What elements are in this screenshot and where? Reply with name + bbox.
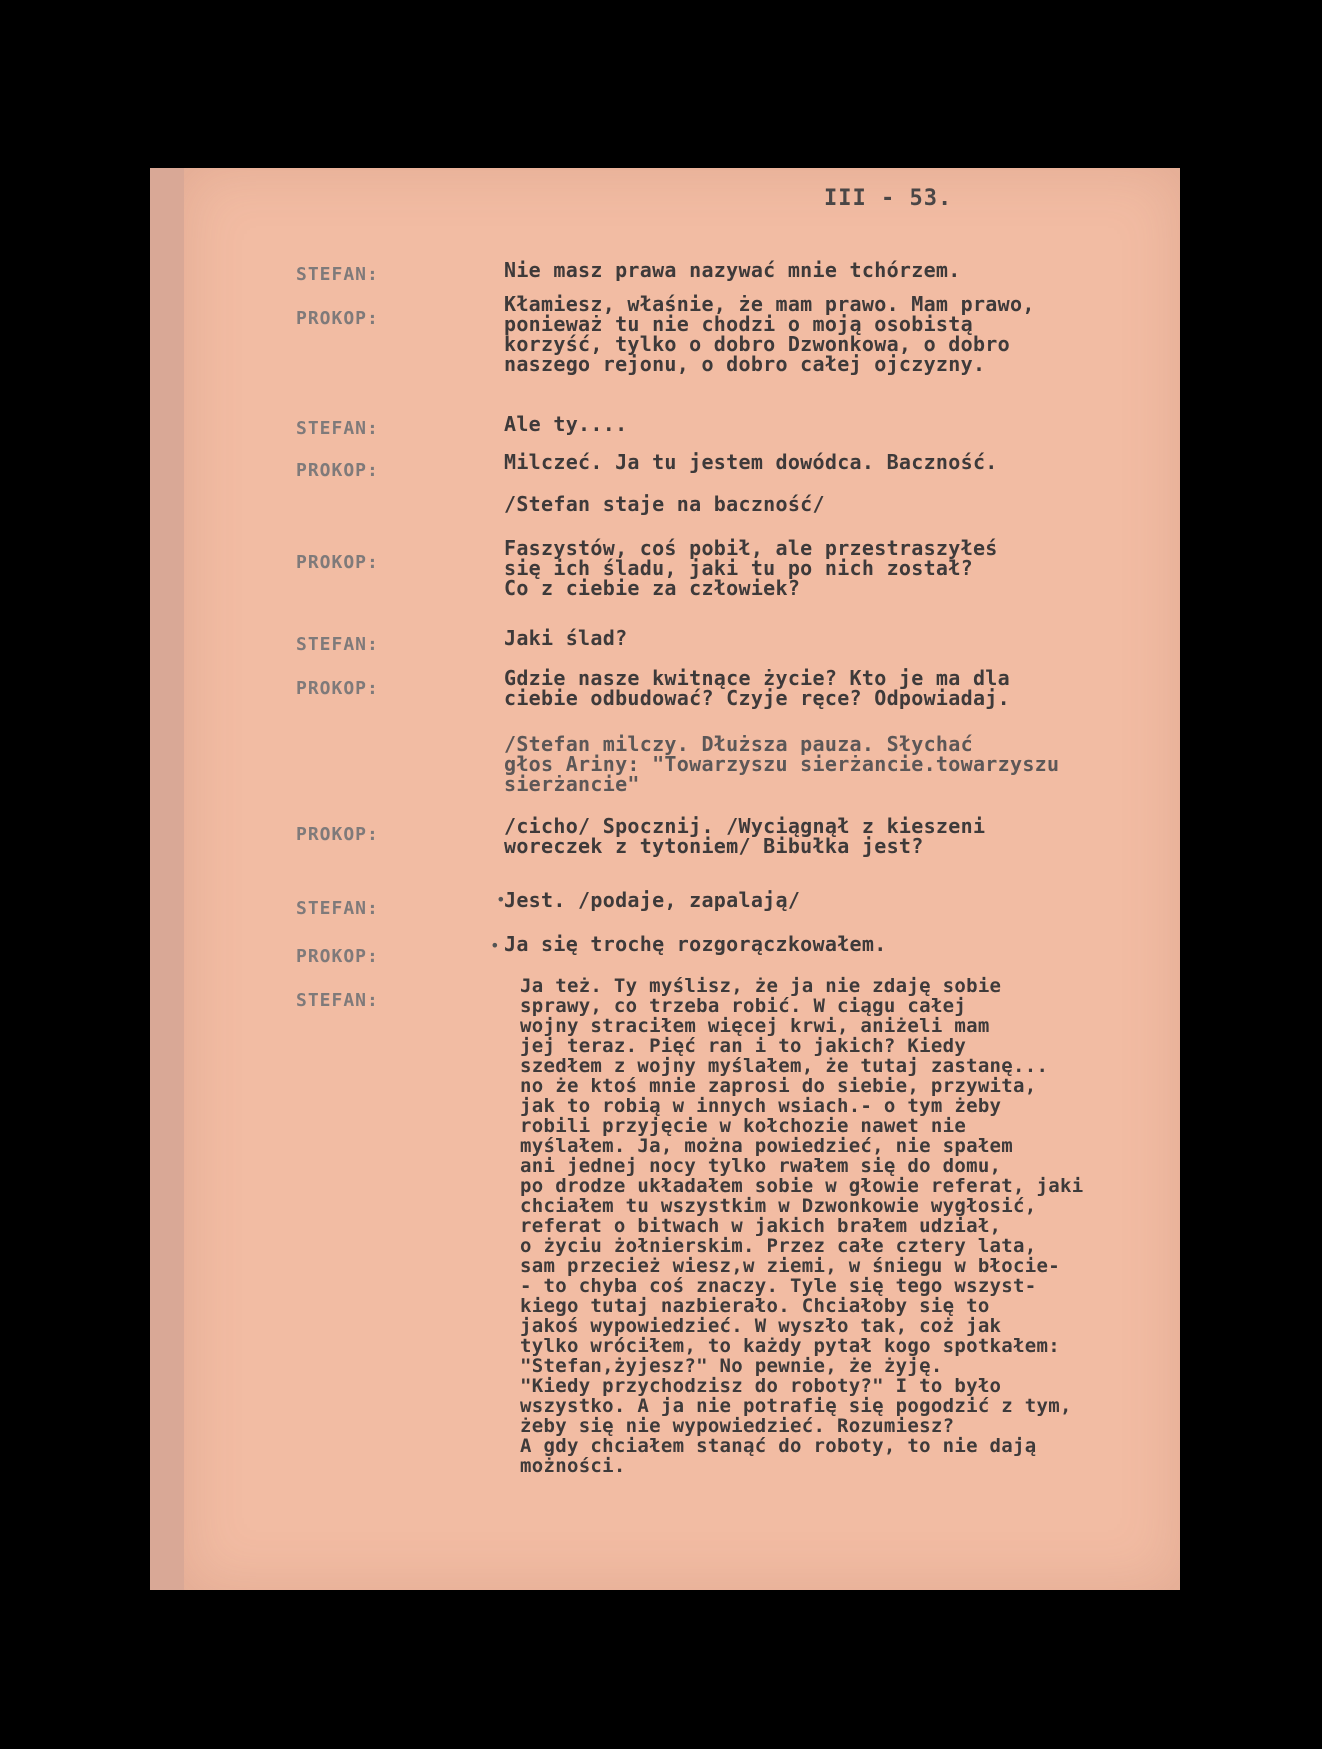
page-number: III - 53. bbox=[824, 186, 953, 211]
speaker-prokop: PROKOP: bbox=[296, 946, 379, 967]
pencil-mark: • bbox=[490, 936, 500, 955]
speaker-stefan: STEFAN: bbox=[296, 634, 379, 655]
speaker-prokop: PROKOP: bbox=[296, 308, 379, 329]
line-text: Ja też. Ty myślisz, że ja nie zdaję sobie sprawy, co trzeba robić. W ciągu całej wojny straciłem więcej krwi, aniżeli mam jej teraz. Pięć ran i to jakich? Kiedy szedłem z wojny myślałem, że tutaj zastanę... no że ktoś mnie zaprosi do siebie, przywita, jak to robią w innych wsiach.- o tym żeby robili przyjęcie w kołchozie nawet nie myślałem. Ja, można powiedzieć, nie spałem ani jednej nocy tylko rwałem się do domu, po drodze układałem sobie w głowie referat, jaki chciałem tu wszystkim w Dzwonkowie wygłosić, referat o bitwach w jakich brałem udział, o życiu żołnierskim. Przez całe cztery lata, sam przecież wiesz,w ziemi, w śniegu w błocie- - to chyba coś znaczy. Tyle się tego wszyst- kiego tutaj nazbierało. Chciałoby się to jakoś wypowiedzieć. W wyszło tak, coż jak tylko wróciłem, to każdy pytał kogo spotkałem: "Stefan,żyjesz?" No pewnie, że żyję. "Kiedy przychodzisz do roboty?" I to było wszystko. A ja nie potrafię się pogodzić z tym, żeby się nie wypowiedzieć. Rozumiesz? A gdy chciałem stanąć do roboty, to nie dają możności. bbox=[520, 975, 1084, 1477]
stage-direction: /Stefan milczy. Dłuższa pauza. Słychać głos Ariny: "Towarzyszu sierżancie.towarzyszu sierżancie" bbox=[504, 732, 1060, 796]
line-text: Kłamiesz, właśnie, że mam prawo. Mam prawo, ponieważ tu nie chodzi o moją osobistą korzyść, tylko o dobro Dzwonkowa, o dobro naszego rejonu, o dobro całej ojczyzny. bbox=[504, 292, 1035, 376]
line-text: /cicho/ Spocznij. /Wyciągnął z kieszeni woreczek z tytoniem/ Bibułka jest? bbox=[504, 814, 986, 858]
speaker-stefan: STEFAN: bbox=[296, 990, 379, 1011]
speaker-prokop: PROKOP: bbox=[296, 824, 379, 845]
typescript-page bbox=[184, 168, 1180, 1590]
speaker-prokop: PROKOP: bbox=[296, 460, 379, 481]
speaker-prokop: PROKOP: bbox=[296, 552, 379, 573]
speaker-stefan: STEFAN: bbox=[296, 898, 379, 919]
page-edge bbox=[150, 168, 188, 1590]
line-text: Faszystów, coś pobił, ale przestraszyłeś się ich śladu, jaki tu po nich został? Co z ciebie za człowiek? bbox=[504, 536, 998, 600]
pencil-mark: • bbox=[496, 890, 506, 909]
line-text: Ale ty.... bbox=[504, 412, 628, 436]
line-text: Jest. /podaje, zapalają/ bbox=[504, 888, 801, 912]
line-text: Milczeć. Ja tu jestem dowódca. Baczność. bbox=[504, 450, 998, 474]
line-text: Ja się trochę rozgorączkowałem. bbox=[504, 932, 887, 956]
line-text: Nie masz prawa nazywać mnie tchórzem. bbox=[504, 258, 961, 282]
stage-direction: /Stefan staje na baczność/ bbox=[504, 492, 825, 516]
speaker-stefan: STEFAN: bbox=[296, 418, 379, 439]
line-text: Gdzie nasze kwitnące życie? Kto je ma dla ciebie odbudować? Czyje ręce? Odpowiadaj. bbox=[504, 666, 1010, 710]
speaker-stefan: STEFAN: bbox=[296, 264, 379, 285]
line-text: Jaki ślad? bbox=[504, 626, 628, 650]
speaker-prokop: PROKOP: bbox=[296, 678, 379, 699]
